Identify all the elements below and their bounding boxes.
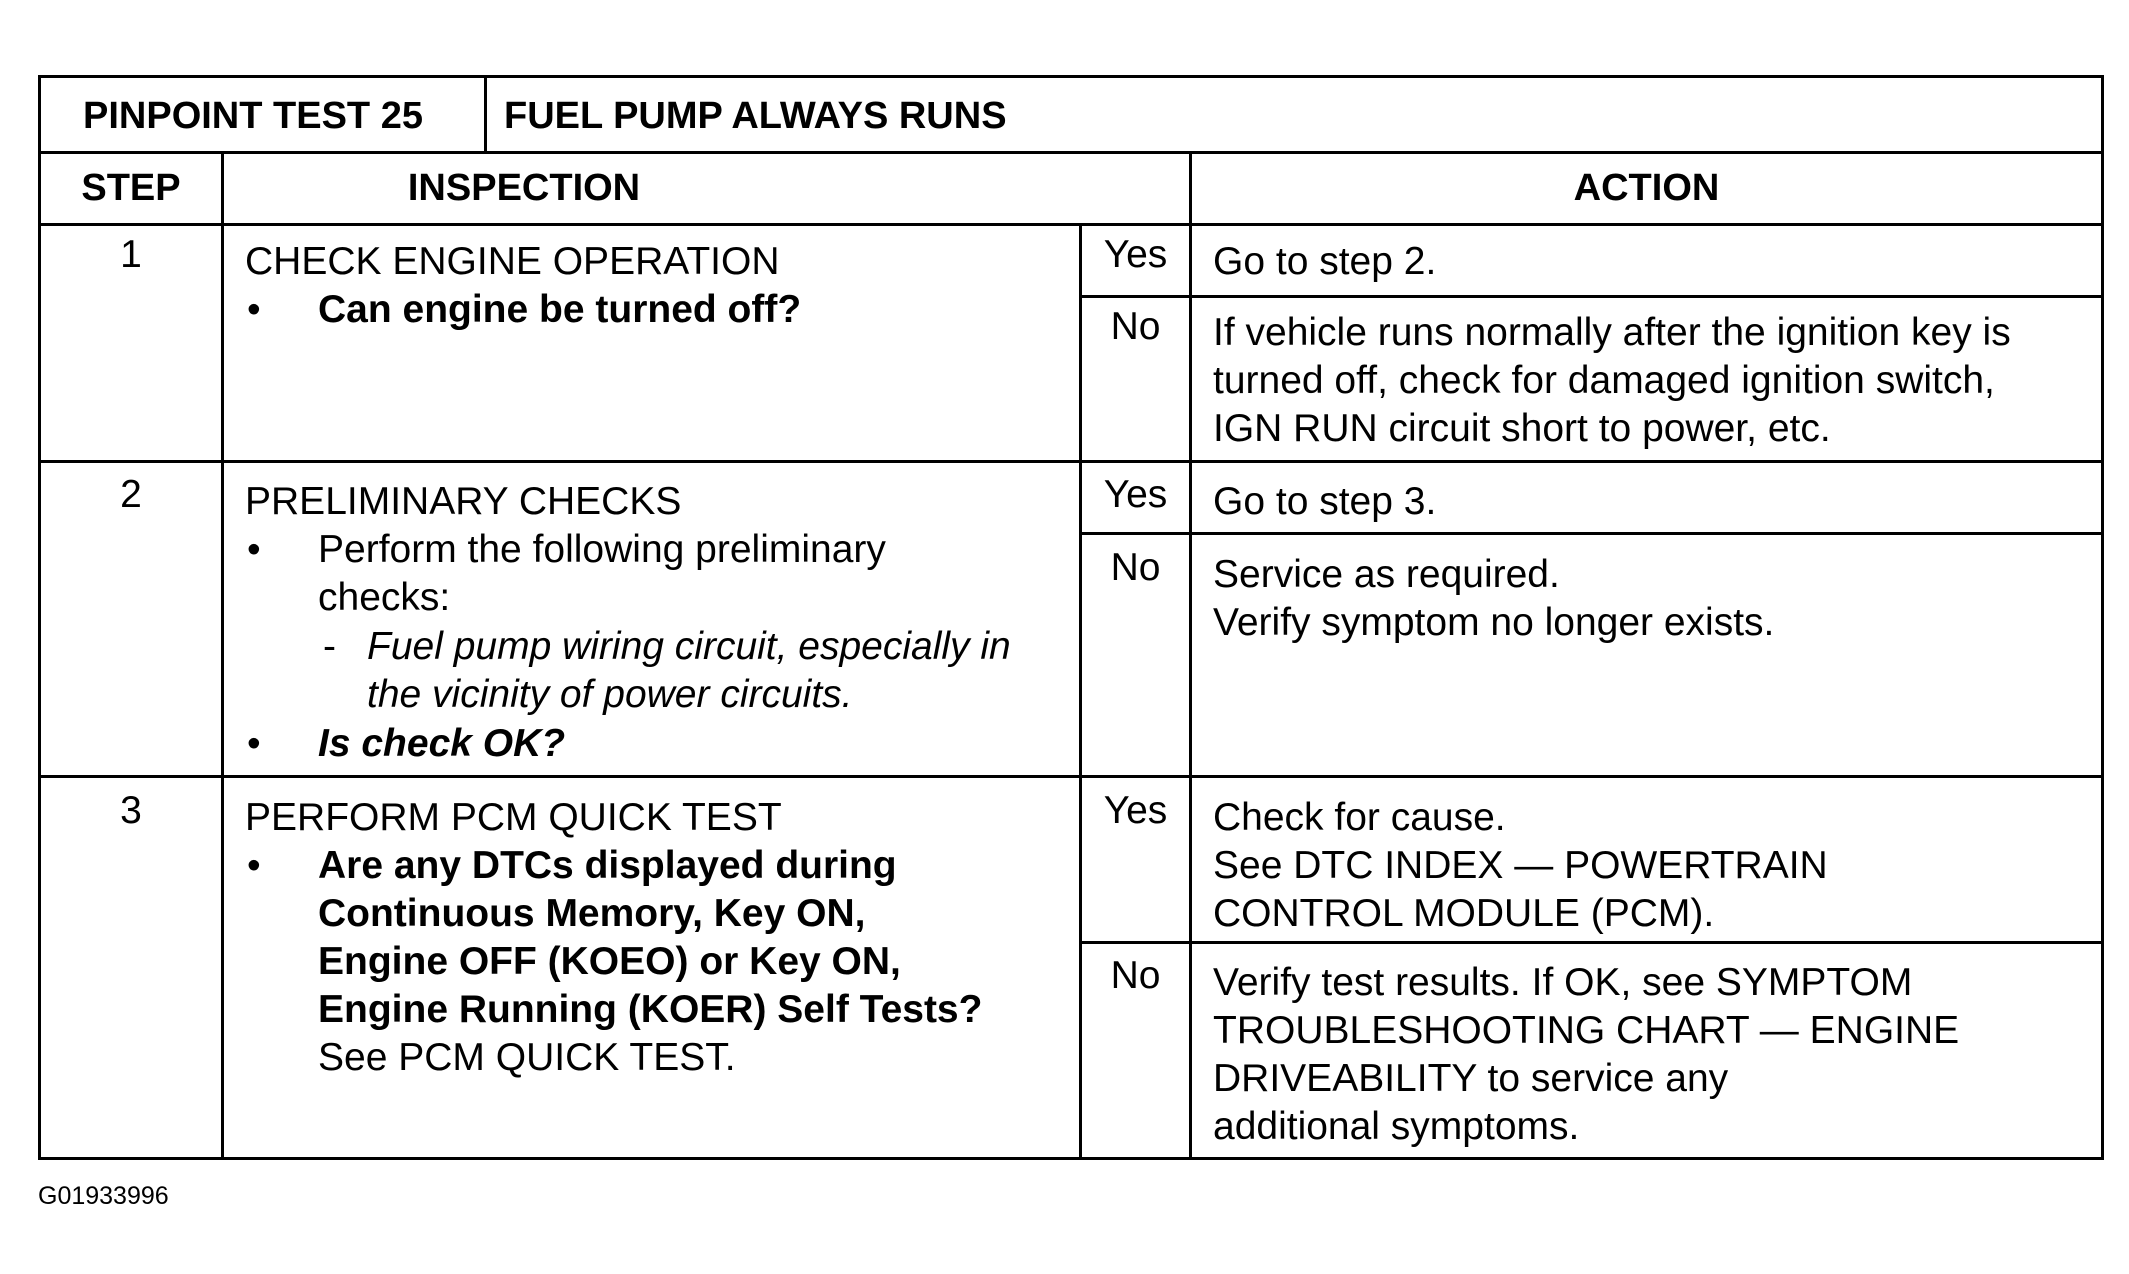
no-action-line: additional symptoms. bbox=[1213, 1105, 1580, 1148]
rule-step3-yesno bbox=[1079, 941, 2101, 944]
sub-item-line: the vicinity of power circuits. bbox=[367, 673, 853, 716]
rule-yesno-divider bbox=[1079, 223, 1082, 1157]
rule-step1-yesno bbox=[1079, 295, 2101, 298]
no-label: No bbox=[1110, 305, 1161, 348]
step-question: Can engine be turned off? bbox=[318, 288, 802, 331]
bullet: • bbox=[247, 528, 261, 571]
rule-columns bbox=[41, 223, 2101, 226]
no-action-line: turned off, check for damaged ignition switch, bbox=[1213, 359, 1995, 402]
no-action-line: TROUBLESHOOTING CHART — ENGINE bbox=[1213, 1009, 1960, 1052]
step-heading: CHECK ENGINE OPERATION bbox=[245, 240, 780, 283]
rule-step1-end bbox=[41, 460, 2101, 463]
no-action-line: Verify test results. If OK, see SYMPTOM bbox=[1213, 961, 1913, 1004]
yes-action-line: See DTC INDEX — POWERTRAIN bbox=[1213, 844, 1828, 887]
step-heading: PRELIMINARY CHECKS bbox=[245, 480, 682, 523]
no-action-line: Verify symptom no longer exists. bbox=[1213, 601, 1775, 644]
bullet: • bbox=[247, 844, 261, 887]
step-question: Is check OK? bbox=[318, 722, 566, 765]
no-label: No bbox=[1110, 546, 1161, 589]
question-line: Engine OFF (KOEO) or Key ON, bbox=[318, 940, 901, 983]
pinpoint-test-table bbox=[38, 75, 2104, 1160]
sub-dash: - bbox=[323, 625, 336, 668]
rule-step2-yesno bbox=[1079, 532, 2101, 535]
bullet: • bbox=[247, 722, 261, 765]
yes-action-line: Check for cause. bbox=[1213, 796, 1506, 839]
test-label: PINPOINT TEST 25 bbox=[83, 95, 423, 137]
instruction-line: Perform the following preliminary bbox=[318, 528, 886, 571]
no-action-line: If vehicle runs normally after the ignition key is bbox=[1213, 311, 2011, 354]
figure-id: G01933996 bbox=[38, 1182, 169, 1210]
rule-step2-end bbox=[41, 775, 2101, 778]
step-number: 2 bbox=[120, 473, 142, 516]
rule-step-divider bbox=[221, 151, 224, 1157]
test-title: FUEL PUMP ALWAYS RUNS bbox=[504, 95, 1007, 137]
bullet: • bbox=[247, 288, 261, 331]
no-action-line: IGN RUN circuit short to power, etc. bbox=[1213, 407, 1831, 450]
yes-label: Yes bbox=[1103, 473, 1168, 516]
rule-header-divider bbox=[484, 78, 487, 151]
rule-action-divider bbox=[1189, 151, 1192, 1157]
yes-action: Go to step 3. bbox=[1213, 480, 1437, 523]
instruction-line: checks: bbox=[318, 576, 451, 619]
no-action-line: DRIVEABILITY to service any bbox=[1213, 1057, 1729, 1100]
yes-label: Yes bbox=[1103, 233, 1168, 276]
column-action: ACTION bbox=[1573, 167, 1720, 209]
rule-header bbox=[41, 151, 2101, 154]
sub-item-line: Fuel pump wiring circuit, especially in bbox=[367, 625, 1011, 668]
question-line: Are any DTCs displayed during bbox=[318, 844, 897, 887]
step-heading: PERFORM PCM QUICK TEST bbox=[245, 796, 782, 839]
no-label: No bbox=[1110, 954, 1161, 997]
yes-action: Go to step 2. bbox=[1213, 240, 1437, 283]
step-note: See PCM QUICK TEST. bbox=[318, 1036, 736, 1079]
yes-action-line: CONTROL MODULE (PCM). bbox=[1213, 892, 1715, 935]
question-line: Continuous Memory, Key ON, bbox=[318, 892, 866, 935]
question-line: Engine Running (KOER) Self Tests? bbox=[318, 988, 983, 1031]
column-inspection: INSPECTION bbox=[407, 167, 641, 209]
step-number: 1 bbox=[120, 233, 142, 276]
step-number: 3 bbox=[120, 789, 142, 832]
yes-label: Yes bbox=[1103, 789, 1168, 832]
no-action-line: Service as required. bbox=[1213, 553, 1560, 596]
column-step: STEP bbox=[81, 167, 181, 209]
